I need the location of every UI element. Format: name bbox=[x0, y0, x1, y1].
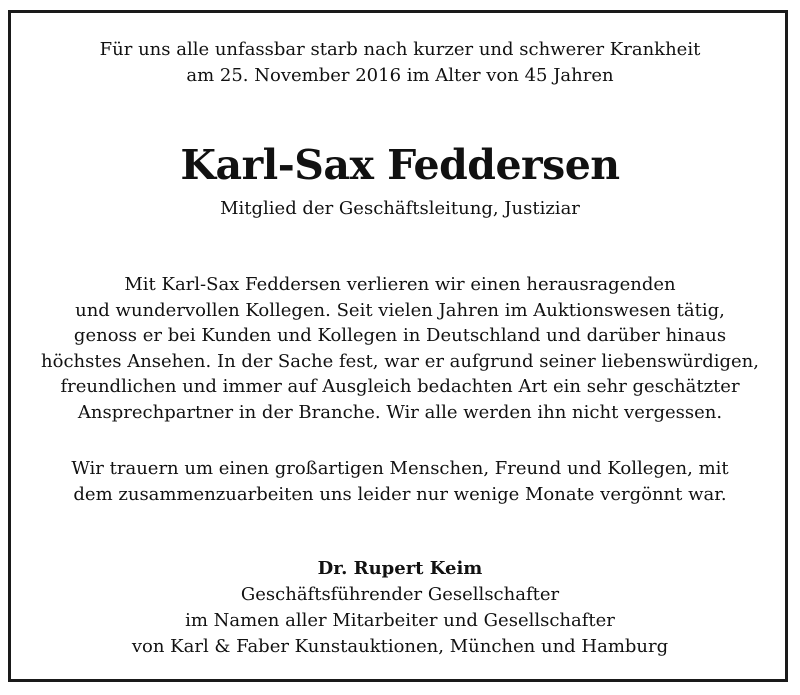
signer-line: im Namen aller Mitarbeiter und Gesellschafter bbox=[185, 610, 615, 631]
signer-company: von Karl & Faber Kunstauktionen, München und Hamburg bbox=[131, 636, 669, 657]
paragraph-line: Ansprechpartner in der Branche. Wir alle werden ihn nicht vergessen. bbox=[77, 401, 723, 423]
paragraph-line: genoss er bei Kunden und Kollegen in Deutschland und darüber hinaus bbox=[73, 325, 727, 346]
signature-block bbox=[20, 556, 780, 660]
paragraph-line: und wundervollen Kollegen. Seit vielen Jahren im Auktionswesen tätig, bbox=[75, 299, 725, 321]
signer-name: Dr. Rupert Keim bbox=[317, 558, 483, 579]
intro-text bbox=[20, 37, 780, 89]
paragraph-line: Mit Karl-Sax Feddersen verlieren wir einen herausragenden bbox=[124, 274, 676, 295]
intro-line: am 25. November 2016 im Alter von 45 Jahren bbox=[186, 65, 614, 86]
intro-line: Für uns alle unfassbar starb nach kurzer und schwerer Krankheit bbox=[99, 39, 701, 60]
deceased-role: Mitglied der Geschäftsleitung, Justiziar bbox=[220, 198, 580, 219]
signer-title: Geschäftsführender Gesellschafter bbox=[240, 584, 560, 605]
paragraph-line: freundlichen und immer auf Ausgleich bedachten Art ein sehr geschätzter bbox=[60, 376, 740, 397]
mourning-paragraph bbox=[20, 456, 780, 507]
paragraph-line: dem zusammenzuarbeiten uns leider nur wenige Monate vergönnt war. bbox=[73, 483, 727, 505]
paragraph-line: höchstes Ansehen. In der Sache fest, war er aufgrund seiner liebenswürdigen, bbox=[41, 350, 759, 372]
paragraph-line: Wir trauern um einen großartigen Menschen, Freund und Kollegen, mit bbox=[71, 458, 729, 479]
deceased-name: Karl-Sax Feddersen bbox=[180, 141, 620, 189]
tribute-paragraph bbox=[20, 272, 780, 425]
